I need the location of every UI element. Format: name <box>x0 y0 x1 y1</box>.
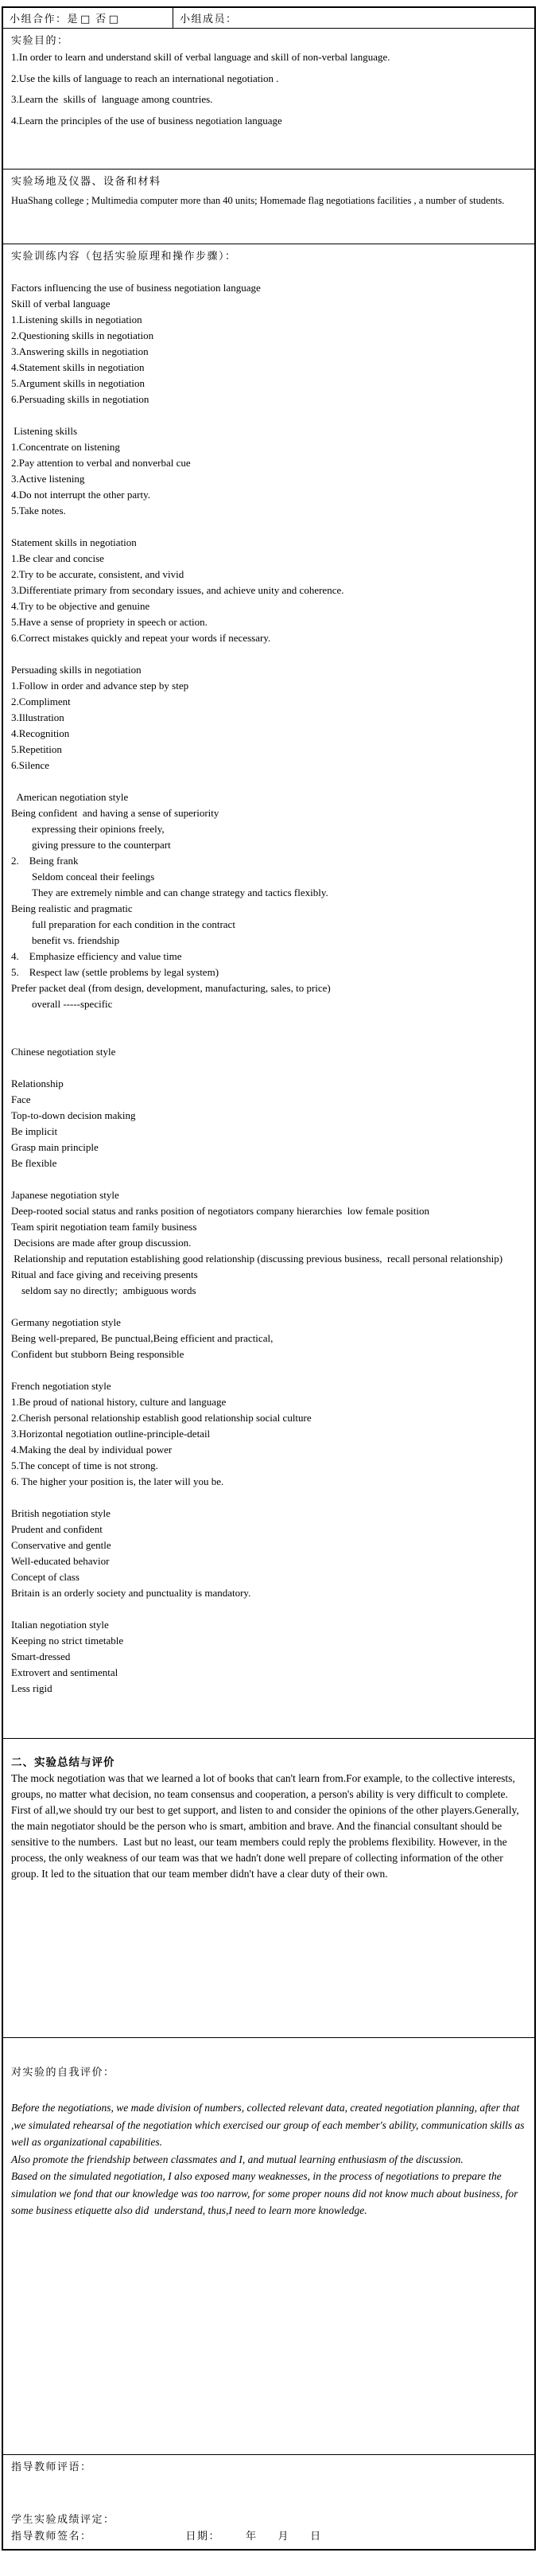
text-line: 4.Statement skills in negotiation <box>11 361 145 373</box>
text-line <box>11 1490 526 1506</box>
report-table <box>2 6 536 2551</box>
text-line: 4. Emphasize efficiency and value time <box>11 950 182 962</box>
text-line: Japanese negotiation style <box>11 1189 119 1201</box>
text-line: benefit vs. friendship <box>11 934 120 946</box>
text-line: overall -----specific <box>11 998 113 1010</box>
date-label: 日期： <box>185 2530 221 2542</box>
text-line <box>11 1012 526 1028</box>
text-line: Persuading skills in negotiation <box>11 664 142 676</box>
text-line: Face <box>11 1093 31 1105</box>
text-line: Less rigid <box>11 1682 52 1694</box>
text-line: full preparation for each condition in the contract <box>11 918 235 930</box>
summary-label: 二、实验总结与评价 <box>11 1756 115 1768</box>
text-line: American negotiation style <box>11 791 129 803</box>
no-checkbox[interactable]: □ <box>108 14 118 25</box>
text-line <box>11 646 526 662</box>
text-line: giving pressure to the counterpart <box>11 839 171 851</box>
text-line: Concept of class <box>11 1571 80 1583</box>
text-line: expressing their opinions freely, <box>11 823 165 835</box>
text-line: Italian negotiation style <box>11 1619 109 1631</box>
text-line: 3.Horizontal negotiation outline-principle-detail <box>11 1428 211 1440</box>
site-text: HuaShang college ; Multimedia computer more than 40 units; Homemade flag negotiations facilities , a number of students. <box>11 195 505 206</box>
text-line: Being confident and having a sense of superiority <box>11 807 219 819</box>
self-evaluation-text <box>11 2099 526 2219</box>
text-line: 3.Differentiate primary from secondary issues, and achieve unity and coherence. <box>11 584 344 596</box>
text-line: 6. The higher your position is, the later will you be. <box>11 1475 224 1487</box>
text-line: Smart-dressed <box>11 1650 71 1662</box>
text-line <box>11 264 526 280</box>
text-line <box>11 1299 526 1315</box>
month-label: 月 <box>277 2530 290 2542</box>
text-line: 4.Try to be objective and genuine <box>11 600 150 612</box>
text-line: Keeping no strict timetable <box>11 1635 124 1647</box>
text-line: 5.The concept of time is not strong. <box>11 1459 158 1471</box>
teacher-section <box>3 2455 534 2549</box>
text-line: French negotiation style <box>11 1380 111 1392</box>
text-line: 4.Making the deal by individual power <box>11 1444 173 1456</box>
no-label: 否 <box>95 13 107 25</box>
text-line: 3.Illustration <box>11 711 64 723</box>
self-evaluation-section <box>3 2038 534 2455</box>
text-line: 5.Argument skills in negotiation <box>11 377 146 389</box>
header-row <box>3 8 534 29</box>
purpose-label: 实验目的： <box>11 34 69 46</box>
site-section <box>3 170 534 244</box>
text-line <box>11 1601 526 1617</box>
text-line: Top-to-down decision making <box>11 1109 136 1121</box>
text-line: Extrovert and sentimental <box>11 1666 118 1678</box>
text-line <box>11 1362 526 1378</box>
signature-label: 指导教师签名： <box>11 2530 92 2542</box>
text-line: 1.Be clear and concise <box>11 552 104 564</box>
text-line: Germany negotiation style <box>11 1316 121 1328</box>
text-line <box>11 1171 526 1187</box>
text-line: Listening skills <box>11 425 78 437</box>
text-line: Team spirit negotiation team family business <box>11 1221 197 1233</box>
text-line: 1.Follow in order and advance step by step <box>11 680 189 692</box>
text-line: Prudent and confident <box>11 1523 103 1535</box>
text-line: Statement skills in negotiation <box>11 536 137 548</box>
text-line: 5.Take notes. <box>11 505 66 516</box>
text-line: Skill of verbal language <box>11 298 111 310</box>
text-line: Seldom conceal their feelings <box>11 871 155 883</box>
text-line <box>11 774 526 789</box>
site-label: 实验场地及仪器、设备和材料 <box>11 175 161 187</box>
text-line: Deep-rooted social status and ranks position of negotiators company hierarchies low female position <box>11 1205 429 1217</box>
text-line: They are extremely nimble and can change strategy and tactics flexibly. <box>11 887 328 898</box>
text-line: Decisions are made after group discussion. <box>11 1237 192 1249</box>
text-line: 1.Listening skills in negotiation <box>11 314 142 325</box>
self-evaluation-label: 对实验的自我评价： <box>11 2066 115 2078</box>
text-line: 5.Have a sense of propriety in speech or action. <box>11 616 208 628</box>
training-section <box>3 244 534 1739</box>
purpose-section <box>3 29 534 170</box>
summary-section <box>3 1739 534 2038</box>
text-line <box>11 519 526 535</box>
text-line: 2. Being frank <box>11 855 79 867</box>
text-line: Conservative and gentle <box>11 1539 111 1551</box>
training-content <box>11 264 526 1697</box>
text-line: 3.Learn the skills of language among countries. <box>11 93 213 105</box>
text-line: 1.Concentrate on listening <box>11 441 120 453</box>
yes-label: 是 <box>67 13 80 25</box>
group-members-cell <box>173 8 534 28</box>
group-cooperation-label: 小组合作： <box>10 13 68 25</box>
text-line: 5. Respect law (settle problems by legal system) <box>11 966 219 978</box>
text-line: 2.Cherish personal relationship establish good relationship social culture <box>11 1412 312 1424</box>
signature-line <box>11 2527 526 2543</box>
text-line: 6.Correct mistakes quickly and repeat your words if necessary. <box>11 632 271 644</box>
text-line: Being realistic and pragmatic <box>11 902 133 914</box>
text-line: Grasp main principle <box>11 1141 99 1153</box>
text-line: 2.Pay attention to verbal and nonverbal cue <box>11 457 191 469</box>
text-line <box>11 1028 526 1044</box>
text-line: 2.Try to be accurate, consistent, and vivid <box>11 568 184 580</box>
text-line <box>11 1060 526 1076</box>
purpose-list <box>11 47 526 131</box>
group-members-label: 小组成员： <box>180 13 238 25</box>
text-line: Well-educated behavior <box>11 1555 110 1567</box>
text-line: 3.Active listening <box>11 473 85 485</box>
text-line: 1.Be proud of national history, culture and language <box>11 1396 227 1408</box>
text-line: Also promote the friendship between classmates and I, and mutual learning enthusiasm of the discussion. <box>11 2153 464 2165</box>
text-line: 4.Do not interrupt the other party. <box>11 489 150 501</box>
summary-text: The mock negotiation was that we learned a lot of books that can't learn from.For example, to the collective interests, groups, no matter what decision, no team consensus and cooperation, a person's ability is very difficult to complete. First of all,we should try our best to get support, and listen to and consider the opinions of the other players.Generally, the main negotiator should be the person who is smart, ambition and brave. And the financial consultant should be sensitive to the numbers. Last but no least, our team members could reply the problems flexibility. However, in the process, the only weakness of our team was that we hadn't done well prepare of collecting information of the other group. It led to the situation that our team member didn't have a clear duty of their own. <box>11 1772 522 1880</box>
grade-label: 学生实验成绩评定： <box>11 2513 115 2525</box>
text-line: Ritual and face giving and receiving presents <box>11 1269 198 1280</box>
text-line: Chinese negotiation style <box>11 1046 116 1058</box>
text-line: Be flexible <box>11 1157 57 1169</box>
text-line: Britain is an orderly society and punctuality is mandatory. <box>11 1587 251 1599</box>
text-line: 6.Persuading skills in negotiation <box>11 393 149 405</box>
teacher-comments-label: 指导教师评语： <box>11 2461 92 2473</box>
text-line: Being well-prepared, Be punctual,Being efficient and practical, <box>11 1332 274 1344</box>
yes-checkbox[interactable]: □ <box>80 14 91 25</box>
training-label: 实验训练内容（包括实验原理和操作步骤）： <box>11 250 237 262</box>
text-line: 2.Compliment <box>11 696 71 707</box>
day-label: 日 <box>310 2530 322 2542</box>
text-line: British negotiation style <box>11 1507 111 1519</box>
text-line: 2.Use the kills of language to reach an international negotiation . <box>11 72 279 84</box>
text-line: 3.Answering skills in negotiation <box>11 345 149 357</box>
teacher-comments-blank-space <box>11 2473 526 2511</box>
text-line: 1.In order to learn and understand skill of verbal language and skill of non-verbal language. <box>11 51 390 63</box>
group-cooperation-cell <box>3 8 173 28</box>
text-line: Factors influencing the use of business negotiation language <box>11 282 261 294</box>
text-line: Based on the simulated negotiation, I also exposed many weaknesses, in the process of negotiations to prepare the simulation we fond that our knowledge was too narrow, for some proper nouns did not know much about business, for some business etiquette also did understand, thus,I need to learn more knowledge. <box>11 2170 521 2216</box>
text-line: Confident but stubborn Being responsible <box>11 1348 184 1360</box>
text-line: Be implicit <box>11 1125 58 1137</box>
text-line: seldom say no directly; ambiguous words <box>11 1284 196 1296</box>
text-line <box>11 407 526 423</box>
text-line: 4.Learn the principles of the use of business negotiation language <box>11 114 282 127</box>
text-line: 5.Repetition <box>11 743 62 755</box>
year-label: 年 <box>246 2530 258 2542</box>
text-line: Prefer packet deal (from design, development, manufacturing, sales, to price) <box>11 982 331 994</box>
text-line: Relationship and reputation establishing good relationship (discussing previous business, recall personal relationship) <box>11 1253 503 1265</box>
text-line: 6.Silence <box>11 759 50 771</box>
text-line: Relationship <box>11 1078 64 1089</box>
text-line: 2.Questioning skills in negotiation <box>11 329 154 341</box>
text-line: 4.Recognition <box>11 727 70 739</box>
text-line: Before the negotiations, we made division of numbers, collected relevant data, created negotiation planning, after that ,we simulated rehearsal of the negotiation which exercised our group of each member's ability, communication skills as well as organizational capabilities. <box>11 2102 527 2148</box>
